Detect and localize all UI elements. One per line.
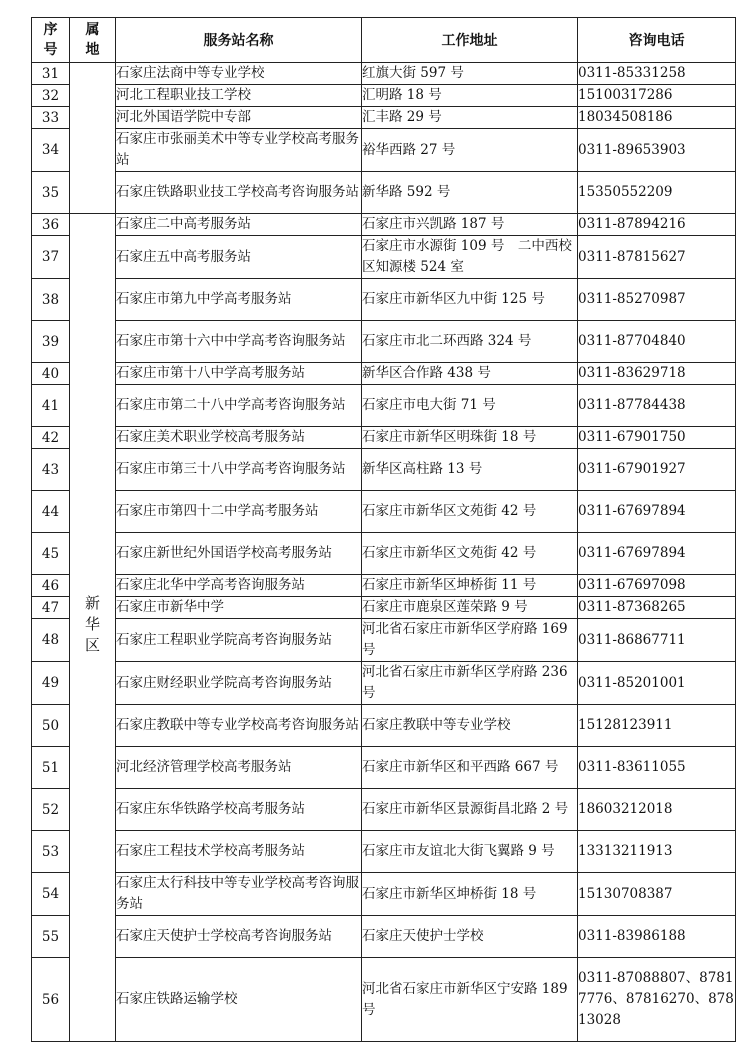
- cell-station-name-text: 石家庄铁路职业技工学校高考咨询服务站: [116, 184, 359, 200]
- area-cell-blank: [70, 63, 116, 214]
- cell-phone-text: 0311-83629718: [578, 365, 686, 381]
- cell-phone: [578, 172, 736, 214]
- cell-station-name: [116, 662, 362, 705]
- cell-no: 46: [32, 575, 70, 597]
- cell-phone-text: 15350552209: [578, 184, 673, 200]
- cell-phone-text: 15128123911: [578, 717, 673, 733]
- cell-no: 50: [32, 705, 70, 747]
- cell-address: [362, 705, 578, 747]
- cell-no: 35: [32, 172, 70, 214]
- cell-station-name: [116, 214, 362, 236]
- cell-phone: [578, 619, 736, 662]
- cell-phone: [578, 427, 736, 449]
- cell-address-text: 石家庄市兴凯路 187 号: [362, 216, 505, 232]
- table-row: [32, 107, 736, 129]
- cell-phone: [578, 662, 736, 705]
- table-row: [32, 958, 736, 1042]
- cell-station-name: [116, 873, 362, 916]
- cell-address: [362, 172, 578, 214]
- cell-address: [362, 831, 578, 873]
- cell-address-text: 石家庄市新华区明珠街 18 号: [362, 429, 537, 445]
- cell-phone-text: 13313211913: [578, 843, 673, 859]
- table-row: [32, 831, 736, 873]
- table-row: [32, 172, 736, 214]
- header-row: [32, 18, 736, 63]
- cell-address: [362, 958, 578, 1042]
- cell-station-name: [116, 449, 362, 491]
- cell-phone-text: 0311-87815627: [578, 248, 686, 265]
- table-row: [32, 597, 736, 619]
- cell-station-name-text: 石家庄市第十八中学高考服务站: [116, 365, 305, 381]
- cell-phone: [578, 831, 736, 873]
- service-station-table: [31, 17, 736, 1042]
- header-address: 工作地址: [362, 18, 578, 63]
- cell-station-name-text: 石家庄财经职业学院高考咨询服务站: [116, 674, 332, 691]
- cell-phone-text: 0311-86867711: [578, 631, 686, 648]
- cell-address-text: 石家庄市友谊北大街飞翼路 9 号: [362, 843, 555, 859]
- cell-no: 38: [32, 279, 70, 321]
- cell-no: 45: [32, 533, 70, 575]
- cell-phone-text: 0311-85201001: [578, 674, 686, 691]
- cell-address-text: 石家庄市新华区坤桥街 18 号: [362, 885, 537, 902]
- table-row: [32, 575, 736, 597]
- table-row: [32, 705, 736, 747]
- cell-phone-text: 0311-83986188: [578, 928, 686, 944]
- cell-phone: [578, 533, 736, 575]
- table-row: [32, 129, 736, 172]
- cell-address-text: 新华路 592 号: [362, 184, 451, 200]
- cell-station-name: [116, 533, 362, 575]
- area-cell-xinhua: [70, 214, 116, 1042]
- table-row: [32, 619, 736, 662]
- cell-station-name-text: 河北工程职业技工学校: [116, 87, 251, 103]
- cell-address: [362, 575, 578, 597]
- cell-station-name: [116, 789, 362, 831]
- cell-phone-text: 0311-67697894: [578, 503, 686, 519]
- cell-station-name: [116, 321, 362, 363]
- table-row: [32, 385, 736, 427]
- cell-phone: [578, 63, 736, 85]
- table-row: [32, 85, 736, 107]
- cell-phone-text: 15100317286: [578, 87, 673, 103]
- table-row: [32, 491, 736, 533]
- cell-no: 49: [32, 662, 70, 705]
- cell-address: [362, 533, 578, 575]
- cell-address: [362, 363, 578, 385]
- cell-address-text: 汇明路 18 号: [362, 87, 442, 103]
- cell-phone-text: 0311-67697098: [578, 577, 686, 593]
- cell-phone: [578, 129, 736, 172]
- cell-no: 31: [32, 63, 70, 85]
- cell-station-name: [116, 172, 362, 214]
- cell-station-name: [116, 747, 362, 789]
- cell-address-text: 石家庄市新华区文苑街 42 号: [362, 503, 537, 519]
- cell-station-name: [116, 236, 362, 279]
- cell-no: 42: [32, 427, 70, 449]
- cell-no: 34: [32, 129, 70, 172]
- header-area-label: 属地: [85, 22, 100, 58]
- cell-station-name: [116, 107, 362, 129]
- cell-address: [362, 85, 578, 107]
- cell-address: [362, 214, 578, 236]
- header-no: [32, 18, 70, 63]
- cell-phone-text: 0311-85331258: [578, 65, 686, 81]
- cell-address-text: 新华区合作路 438 号: [362, 365, 491, 381]
- cell-no: 48: [32, 619, 70, 662]
- cell-address-text: 新华区高柱路 13 号: [362, 461, 483, 477]
- cell-address-text: 红旗大街 597 号: [362, 65, 464, 81]
- cell-station-name-text: 石家庄五中高考服务站: [116, 248, 251, 265]
- cell-station-name: [116, 705, 362, 747]
- cell-station-name-text: 石家庄市第三十八中学高考咨询服务站: [116, 461, 346, 477]
- cell-station-name: [116, 279, 362, 321]
- cell-no: 47: [32, 597, 70, 619]
- cell-address-text: 石家庄市北二环西路 324 号: [362, 333, 532, 349]
- cell-station-name-text: 石家庄工程技术学校高考服务站: [116, 843, 305, 859]
- cell-station-name-text: 石家庄新世纪外国语学校高考服务站: [116, 545, 332, 561]
- cell-phone: [578, 747, 736, 789]
- cell-phone-text: 18034508186: [578, 109, 673, 125]
- cell-station-name-text: 石家庄市第四十二中学高考服务站: [116, 503, 319, 519]
- cell-phone: [578, 107, 736, 129]
- cell-address: [362, 385, 578, 427]
- cell-no: 41: [32, 385, 70, 427]
- cell-station-name: [116, 958, 362, 1042]
- cell-station-name-text: 石家庄法商中等专业学校: [116, 65, 265, 81]
- cell-phone: [578, 491, 736, 533]
- cell-phone-text: 0311-89653903: [578, 141, 686, 158]
- cell-phone: [578, 449, 736, 491]
- cell-address: [362, 427, 578, 449]
- cell-no: 52: [32, 789, 70, 831]
- table-row: [32, 916, 736, 958]
- cell-station-name: [116, 916, 362, 958]
- cell-phone: [578, 705, 736, 747]
- cell-phone-text: 0311-87894216: [578, 216, 686, 232]
- table-row: [32, 533, 736, 575]
- table-body: [32, 63, 736, 1042]
- cell-phone-text: 18603212018: [578, 801, 673, 817]
- cell-phone: [578, 916, 736, 958]
- cell-station-name: [116, 491, 362, 533]
- table-row: [32, 63, 736, 85]
- cell-station-name: [116, 385, 362, 427]
- cell-station-name-text: 石家庄天使护士学校高考咨询服务站: [116, 928, 332, 944]
- table-row: [32, 662, 736, 705]
- cell-address: [362, 916, 578, 958]
- cell-address-text: 石家庄市鹿泉区莲荣路 9 号: [362, 599, 528, 615]
- cell-station-name-text: 石家庄太行科技中等专业学校高考咨询服务站: [116, 875, 359, 912]
- cell-station-name-text: 石家庄市第十六中中学高考咨询服务站: [116, 333, 346, 349]
- cell-no: 55: [32, 916, 70, 958]
- cell-address: [362, 236, 578, 279]
- cell-phone: [578, 958, 736, 1042]
- cell-phone: [578, 385, 736, 427]
- cell-address: [362, 662, 578, 705]
- cell-phone-text: 0311-87784438: [578, 397, 686, 413]
- cell-phone: [578, 279, 736, 321]
- cell-no: 53: [32, 831, 70, 873]
- cell-address: [362, 747, 578, 789]
- cell-station-name: [116, 129, 362, 172]
- table-row: [32, 873, 736, 916]
- cell-station-name-text: 石家庄铁路运输学校: [116, 991, 238, 1007]
- cell-phone-text: 0311-67697894: [578, 545, 686, 561]
- area-label: 新华区: [85, 594, 101, 654]
- cell-no: 44: [32, 491, 70, 533]
- cell-address: [362, 321, 578, 363]
- cell-address: [362, 129, 578, 172]
- cell-address: [362, 789, 578, 831]
- cell-phone: [578, 789, 736, 831]
- cell-no: 51: [32, 747, 70, 789]
- cell-station-name: [116, 427, 362, 449]
- cell-address-text: 石家庄市新华区景源街昌北路 2 号: [362, 801, 569, 817]
- cell-station-name: [116, 63, 362, 85]
- cell-station-name-text: 石家庄二中高考服务站: [116, 216, 251, 232]
- cell-phone-text: 0311-87704840: [578, 333, 686, 349]
- cell-address-text: 石家庄市新华区坤桥街 11 号: [362, 577, 537, 593]
- cell-phone: [578, 575, 736, 597]
- cell-phone: [578, 321, 736, 363]
- table-row: [32, 214, 736, 236]
- cell-station-name: [116, 597, 362, 619]
- cell-station-name-text: 石家庄市新华中学: [116, 599, 224, 615]
- table-row: [32, 279, 736, 321]
- cell-station-name-text: 石家庄市第二十八中学高考咨询服务站: [116, 397, 346, 413]
- cell-no: 40: [32, 363, 70, 385]
- cell-phone-text: 0311-83611055: [578, 759, 686, 775]
- table-row: [32, 427, 736, 449]
- table-row: [32, 449, 736, 491]
- cell-station-name: [116, 619, 362, 662]
- cell-station-name-text: 石家庄市张丽美术中等专业学校高考服务站: [116, 131, 359, 168]
- table-row: [32, 747, 736, 789]
- cell-address-text: 石家庄天使护士学校: [362, 928, 484, 944]
- table-row: [32, 236, 736, 279]
- table-row: [32, 321, 736, 363]
- cell-address: [362, 449, 578, 491]
- cell-address-text: 石家庄市电大街 71 号: [362, 397, 496, 413]
- cell-phone: [578, 873, 736, 916]
- cell-address: [362, 491, 578, 533]
- cell-address: [362, 873, 578, 916]
- cell-station-name-text: 石家庄工程职业学院高考咨询服务站: [116, 631, 332, 648]
- cell-address-text: 河北省石家庄市新华区学府路 169 号: [362, 621, 568, 658]
- header-phone: 咨询电话: [578, 18, 736, 63]
- cell-station-name-text: 河北外国语学院中专部: [116, 109, 251, 125]
- cell-no: 37: [32, 236, 70, 279]
- cell-station-name: [116, 831, 362, 873]
- cell-address: [362, 63, 578, 85]
- cell-station-name: [116, 575, 362, 597]
- cell-station-name-text: 石家庄教联中等专业学校高考咨询服务站: [116, 717, 359, 733]
- cell-phone-text: 0311-67901750: [578, 429, 686, 445]
- cell-no: 43: [32, 449, 70, 491]
- cell-phone: [578, 236, 736, 279]
- cell-no: 32: [32, 85, 70, 107]
- header-area: [70, 18, 116, 63]
- cell-address-text: 石家庄市新华区文苑街 42 号: [362, 545, 537, 561]
- cell-phone-text: 0311-87088807、87817776、87816270、87813028: [578, 970, 734, 1028]
- cell-address-text: 河北省石家庄市新华区宁安路 189 号: [362, 980, 568, 1018]
- header-no-label: 序号: [43, 22, 58, 58]
- cell-no: 56: [32, 958, 70, 1042]
- cell-phone: [578, 363, 736, 385]
- cell-phone-text: 0311-87368265: [578, 599, 686, 615]
- header-name: 服务站名称: [116, 18, 362, 63]
- cell-address: [362, 597, 578, 619]
- cell-address-text: 石家庄市水源街 109 号 二中西校区知源楼 524 室: [362, 238, 572, 275]
- cell-station-name-text: 石家庄北华中学高考咨询服务站: [116, 577, 305, 593]
- cell-station-name-text: 石家庄市第九中学高考服务站: [116, 291, 292, 307]
- cell-station-name: [116, 85, 362, 107]
- cell-station-name: [116, 363, 362, 385]
- cell-no: 54: [32, 873, 70, 916]
- cell-phone: [578, 214, 736, 236]
- cell-address: [362, 619, 578, 662]
- cell-address: [362, 107, 578, 129]
- cell-phone-text: 15130708387: [578, 885, 673, 902]
- cell-phone-text: 0311-67901927: [578, 461, 686, 477]
- table-row: [32, 363, 736, 385]
- cell-station-name-text: 石家庄东华铁路学校高考服务站: [116, 801, 305, 817]
- cell-address-text: 河北省石家庄市新华区学府路 236 号: [362, 664, 568, 701]
- cell-no: 36: [32, 214, 70, 236]
- cell-phone: [578, 85, 736, 107]
- cell-no: 39: [32, 321, 70, 363]
- cell-no: 33: [32, 107, 70, 129]
- cell-address-text: 石家庄市新华区九中街 125 号: [362, 291, 545, 307]
- cell-address-text: 汇丰路 29 号: [362, 109, 442, 125]
- cell-station-name-text: 河北经济管理学校高考服务站: [116, 759, 292, 775]
- cell-phone-text: 0311-85270987: [578, 291, 686, 307]
- cell-address: [362, 279, 578, 321]
- cell-address-text: 石家庄教联中等专业学校: [362, 717, 511, 733]
- cell-address-text: 裕华西路 27 号: [362, 141, 456, 158]
- cell-phone: [578, 597, 736, 619]
- cell-address-text: 石家庄市新华区和平西路 667 号: [362, 759, 559, 775]
- cell-station-name-text: 石家庄美术职业学校高考服务站: [116, 429, 305, 445]
- table-row: [32, 789, 736, 831]
